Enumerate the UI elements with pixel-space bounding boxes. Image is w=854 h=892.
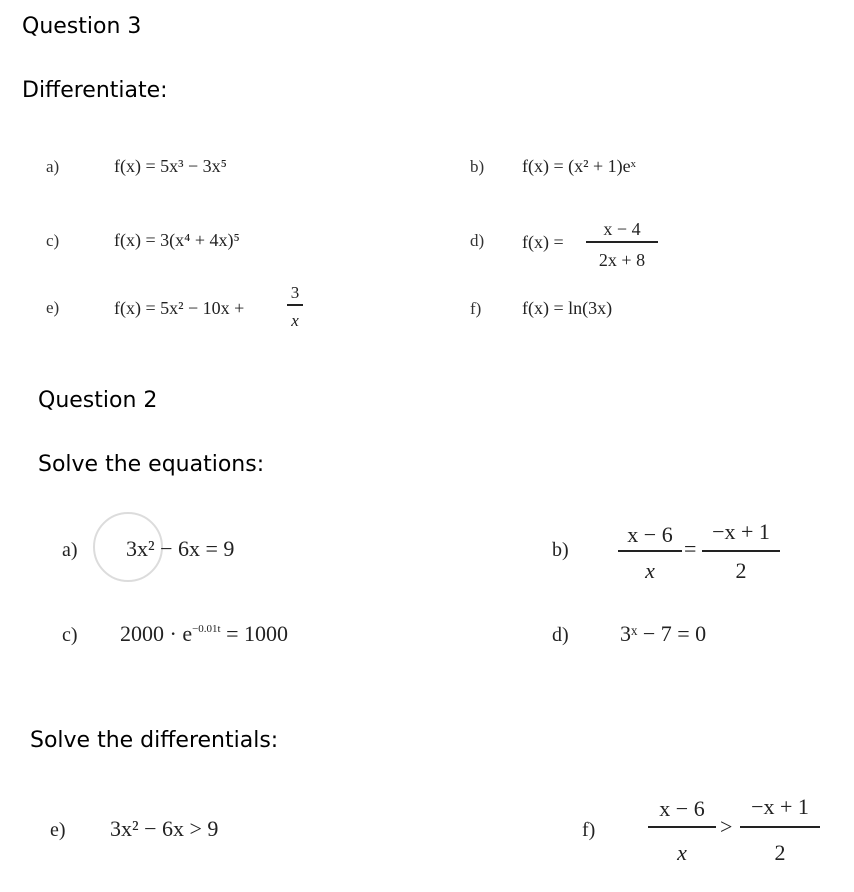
q3-label-e: e) bbox=[46, 298, 60, 317]
q3-e-numerator: 3 bbox=[290, 283, 300, 302]
solve-differentials-instruction: Solve the differentials: bbox=[30, 728, 279, 753]
q3-expr-a: f(x) = 5x³ − 3x⁵ bbox=[114, 156, 227, 176]
diff-label-f: f) bbox=[582, 819, 596, 841]
q2-expr-a: 3x² − 6x = 9 bbox=[126, 536, 235, 561]
question-2-heading: Question 2 bbox=[38, 388, 158, 413]
diff-f-operator: > bbox=[720, 814, 733, 839]
q2-b-left-numerator: x − 6 bbox=[627, 522, 673, 547]
q3-expr-f: f(x) = ln(3x) bbox=[522, 298, 613, 318]
diff-expr-e: 3x² − 6x > 9 bbox=[110, 816, 219, 841]
diff-f-right-denominator: 2 bbox=[774, 840, 786, 865]
q3-d-denominator: 2x + 8 bbox=[598, 250, 646, 270]
q3-d-numerator: x − 4 bbox=[603, 219, 641, 239]
q2-b-right-numerator: −x + 1 bbox=[712, 519, 770, 544]
q2-label-d: d) bbox=[552, 624, 569, 646]
differentiate-instruction: Differentiate: bbox=[22, 78, 168, 103]
diff-label-e: e) bbox=[50, 819, 66, 841]
question-3-heading: Question 3 bbox=[22, 14, 142, 39]
solve-equations-instruction: Solve the equations: bbox=[38, 452, 265, 477]
q2-b-left-denominator: x bbox=[645, 558, 655, 583]
q2-c-base: 2000 · e bbox=[120, 621, 193, 646]
diff-f-left-denominator: x bbox=[677, 840, 687, 865]
q2-b-left-fraction-bar bbox=[618, 550, 682, 552]
diff-f-left-fraction-bar bbox=[648, 826, 716, 828]
q3-e-denominator: x bbox=[291, 311, 299, 330]
q3-d-fraction-bar bbox=[586, 241, 658, 243]
q3-e-fraction-bar bbox=[287, 304, 303, 306]
q2-expr-c bbox=[120, 623, 288, 645]
q3-expr-e-lhs: f(x) = 5x² − 10x + bbox=[114, 298, 245, 318]
q3-label-b: b) bbox=[470, 157, 485, 176]
q2-b-operator: = bbox=[684, 536, 697, 561]
diff-f-right-fraction-bar bbox=[740, 826, 820, 828]
q3-label-d: d) bbox=[470, 231, 485, 250]
q3-expr-d-lhs: f(x) = bbox=[522, 232, 564, 252]
q2-expr-d: 3ˣ − 7 = 0 bbox=[620, 621, 707, 646]
q3-label-a: a) bbox=[46, 157, 60, 176]
q2-label-b: b) bbox=[552, 539, 569, 561]
q2-label-c: c) bbox=[62, 624, 78, 646]
q2-label-a: a) bbox=[62, 539, 78, 561]
q2-b-right-fraction-bar bbox=[702, 550, 780, 552]
q3-expr-b: f(x) = (x² + 1)eˣ bbox=[522, 156, 636, 176]
diff-f-right-numerator: −x + 1 bbox=[751, 794, 809, 819]
q2-b-right-denominator: 2 bbox=[735, 558, 747, 583]
q3-label-f: f) bbox=[470, 299, 482, 318]
q2-c-rest: = 1000 bbox=[226, 621, 289, 646]
q3-label-c: c) bbox=[46, 231, 60, 250]
q2-c-exponent: −0.01t bbox=[192, 623, 221, 635]
diff-f-left-numerator: x − 6 bbox=[659, 796, 705, 821]
q3-expr-c: f(x) = 3(x⁴ + 4x)⁵ bbox=[114, 230, 240, 250]
